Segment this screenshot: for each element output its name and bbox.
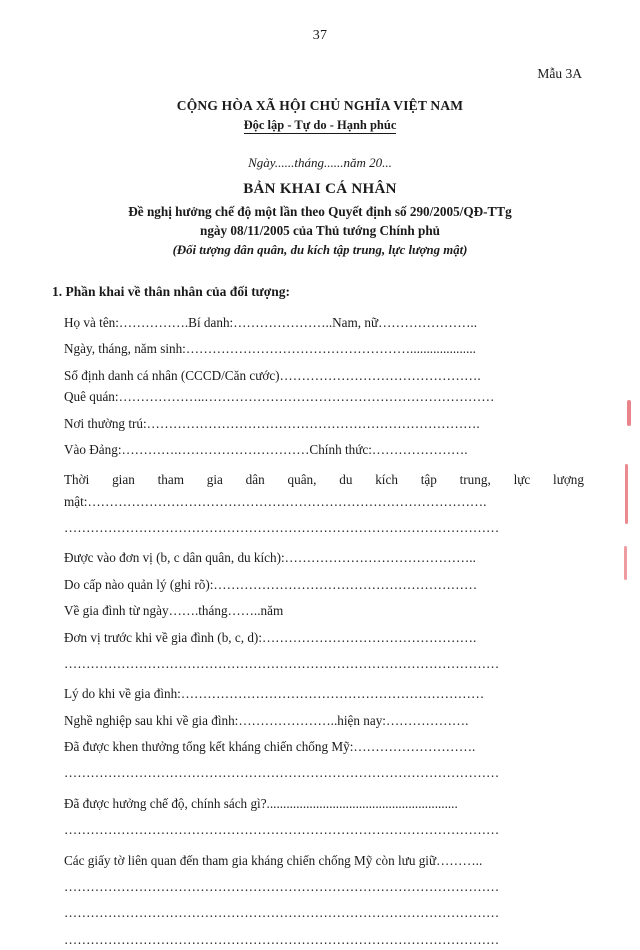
- field-commendation[interactable]: Đã được khen thưởng tổng kết kháng chiến chống Mỹ:……………………….: [64, 739, 476, 754]
- field-birth-date[interactable]: Ngày, tháng, năm sinh:……………………………………………....................: [64, 341, 476, 357]
- field-hometown[interactable]: Quê quán:………………..…………………………………………………………: [64, 389, 495, 405]
- document-title: BẢN KHAI CÁ NHÂN: [243, 181, 397, 197]
- national-title: CỘNG HÒA XÃ HỘI CHỦ NGHĨA VIỆT NAM: [176, 98, 464, 113]
- edge-mark-1: [627, 400, 631, 426]
- form-code: Mẫu 3A: [537, 66, 582, 81]
- field-occupation[interactable]: Nghề nghiệp sau khi về gia đình:…………………..hiện nay:……………….: [64, 712, 469, 728]
- field-previous-unit[interactable]: Đơn vị trước khi về gia đình (b, c, d):………………………………………….: [64, 629, 477, 645]
- field-party-admission[interactable]: Vào Đảng:………….…………………………Chính thức:………………….: [64, 441, 468, 457]
- field-documents-kept-cont-1[interactable]: ………………………………………………………………………………………: [64, 878, 500, 894]
- field-return-reason[interactable]: Lý do khi về gia đình:……………………………………………………………: [64, 686, 485, 702]
- field-documents-kept-cont-2[interactable]: ………………………………………………………………………………………: [64, 905, 500, 921]
- section-1-fields: [52, 312, 588, 950]
- edge-mark-2: [625, 464, 628, 524]
- field-managing-level[interactable]: Do cấp nào quản lý (ghi rõ):……………………………………………………: [64, 576, 478, 592]
- field-return-home-date[interactable]: Về gia đình từ ngày…….tháng……..năm: [64, 603, 284, 619]
- document-subtitle-1: Đề nghị hưởng chế độ một lần theo Quyết định số 290/2005/QĐ-TTg: [128, 204, 512, 219]
- field-service-period-cont-2[interactable]: ………………………………………………………………………………………: [64, 520, 500, 535]
- page-edge-marks: [624, 400, 634, 630]
- edge-mark-3: [624, 546, 627, 580]
- field-personal-id[interactable]: Số định danh cá nhân (CCCD/Căn cước)……………………………………….: [64, 367, 481, 383]
- national-motto-text: Độc lập - Tự do - Hạnh phúc: [243, 118, 397, 132]
- field-benefits-received-cont[interactable]: ………………………………………………………………………………………: [64, 822, 500, 838]
- field-documents-kept[interactable]: Các giấy tờ liên quan đến tham gia kháng chiến chống Mỹ còn lưu giữ………..: [64, 852, 483, 868]
- field-service-period[interactable]: Thời gian tham gia dân quân, du kích tập trung, lực lượng: [64, 472, 584, 488]
- section-1-heading: 1. Phần khai về thân nhân của đối tượng:: [52, 284, 291, 299]
- document-subtitle-3: (Đối tượng dân quân, du kích tập trung, lực lượng mật): [172, 243, 468, 257]
- field-documents-kept-cont-3[interactable]: ………………………………………………………………………………………: [64, 931, 500, 947]
- national-motto: [52, 118, 588, 133]
- document-subtitle-2: ngày 08/11/2005 của Thủ tướng Chính phủ: [200, 223, 440, 238]
- field-service-period-cont[interactable]: mật:……………………………………………………………………………….: [64, 493, 487, 509]
- page-number: 37: [312, 28, 328, 43]
- field-previous-unit-cont[interactable]: ………………………………………………………………………………………: [64, 655, 500, 671]
- field-benefits-received[interactable]: Đã được hưởng chế độ, chính sách gì?..........................................................: [64, 795, 458, 811]
- field-residence[interactable]: Nơi thường trú:………………………………………………………………….: [64, 415, 480, 431]
- date-line: Ngày......tháng......năm 20...: [248, 155, 392, 170]
- field-unit-joined[interactable]: Được vào đơn vị (b, c dân quân, du kích):……………………………………..: [64, 550, 476, 566]
- field-full-name[interactable]: Họ và tên:…………….Bí danh:…………………..Nam, nữ…………………..: [64, 315, 478, 330]
- field-commendation-cont[interactable]: ………………………………………………………………………………………: [64, 765, 500, 781]
